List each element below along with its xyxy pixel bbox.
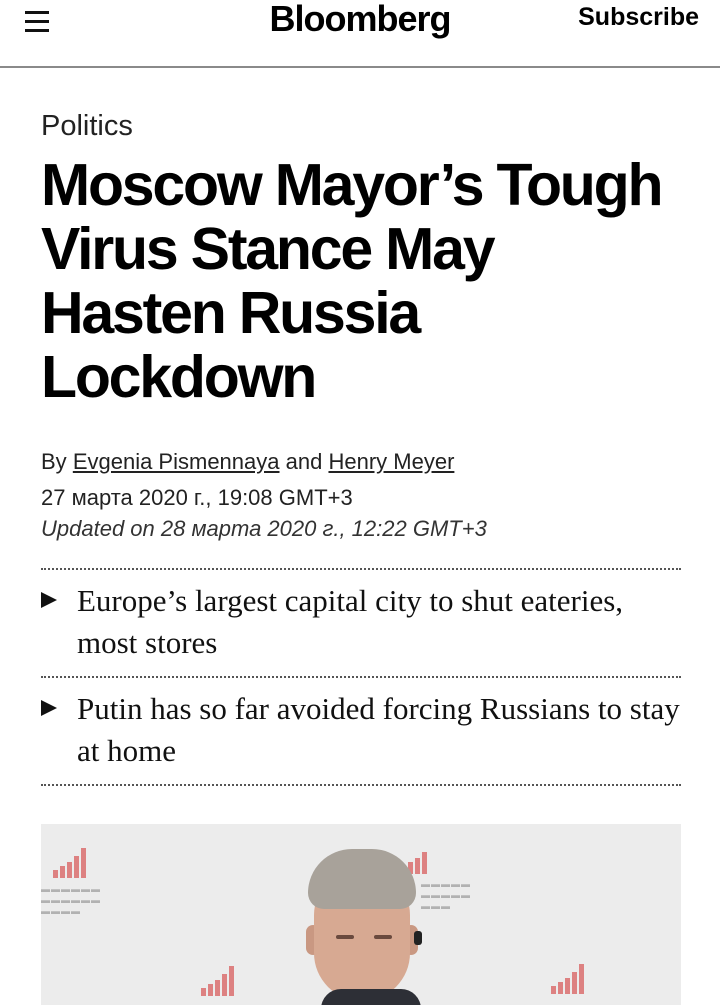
byline [41,449,681,475]
author-link-evgenia-pismennaya[interactable]: Evgenia Pismennaya [72,449,280,474]
bullet-triangle-icon [41,700,57,716]
summary-bullet-text: Europe’s largest capital city to shut eateries, most stores [77,583,624,660]
bullet-triangle-icon [41,592,57,608]
summary-bullet [41,570,681,678]
event-logo-mark [53,846,103,878]
event-backdrop-text: ▬▬▬▬▬▬ ▬▬▬▬▬▬ ▬▬▬▬ [41,884,101,916]
summary-bullet [41,678,681,786]
person-photo-subject [306,849,418,1005]
top-navigation-bar [0,0,720,68]
suit-shoulders [321,989,421,1005]
article-category-link[interactable]: Politics [41,110,133,142]
author-link-henry-meyer[interactable]: Henry Meyer [328,449,455,474]
updated-timestamp: Updated on 28 марта 2020 г., 12:22 GMT+3 [41,516,487,541]
byline-prefix: By [41,449,67,474]
event-logo-mark [551,962,601,994]
earpiece-icon [414,931,422,945]
summary-bullet-text: Putin has so far avoided forcing Russians to stay at home [77,691,680,768]
event-backdrop-text: ▬▬▬▬▬ ▬▬▬▬▬ ▬▬▬ [421,879,471,911]
bloomberg-logo[interactable]: Bloomberg [269,0,451,39]
event-logo-mark [201,964,251,996]
article-summary-list [41,568,681,786]
article-header [41,68,681,786]
subscribe-button[interactable]: Subscribe [578,3,699,31]
article-headline: Moscow Mayor’s Tough Virus Stance May Hasten Russia Lockdown [41,152,662,410]
published-timestamp: 27 марта 2020 г., 19:08 GMT+3 [41,485,353,510]
article-photo[interactable] [41,824,681,1005]
byline-conjunction: and [285,449,323,474]
